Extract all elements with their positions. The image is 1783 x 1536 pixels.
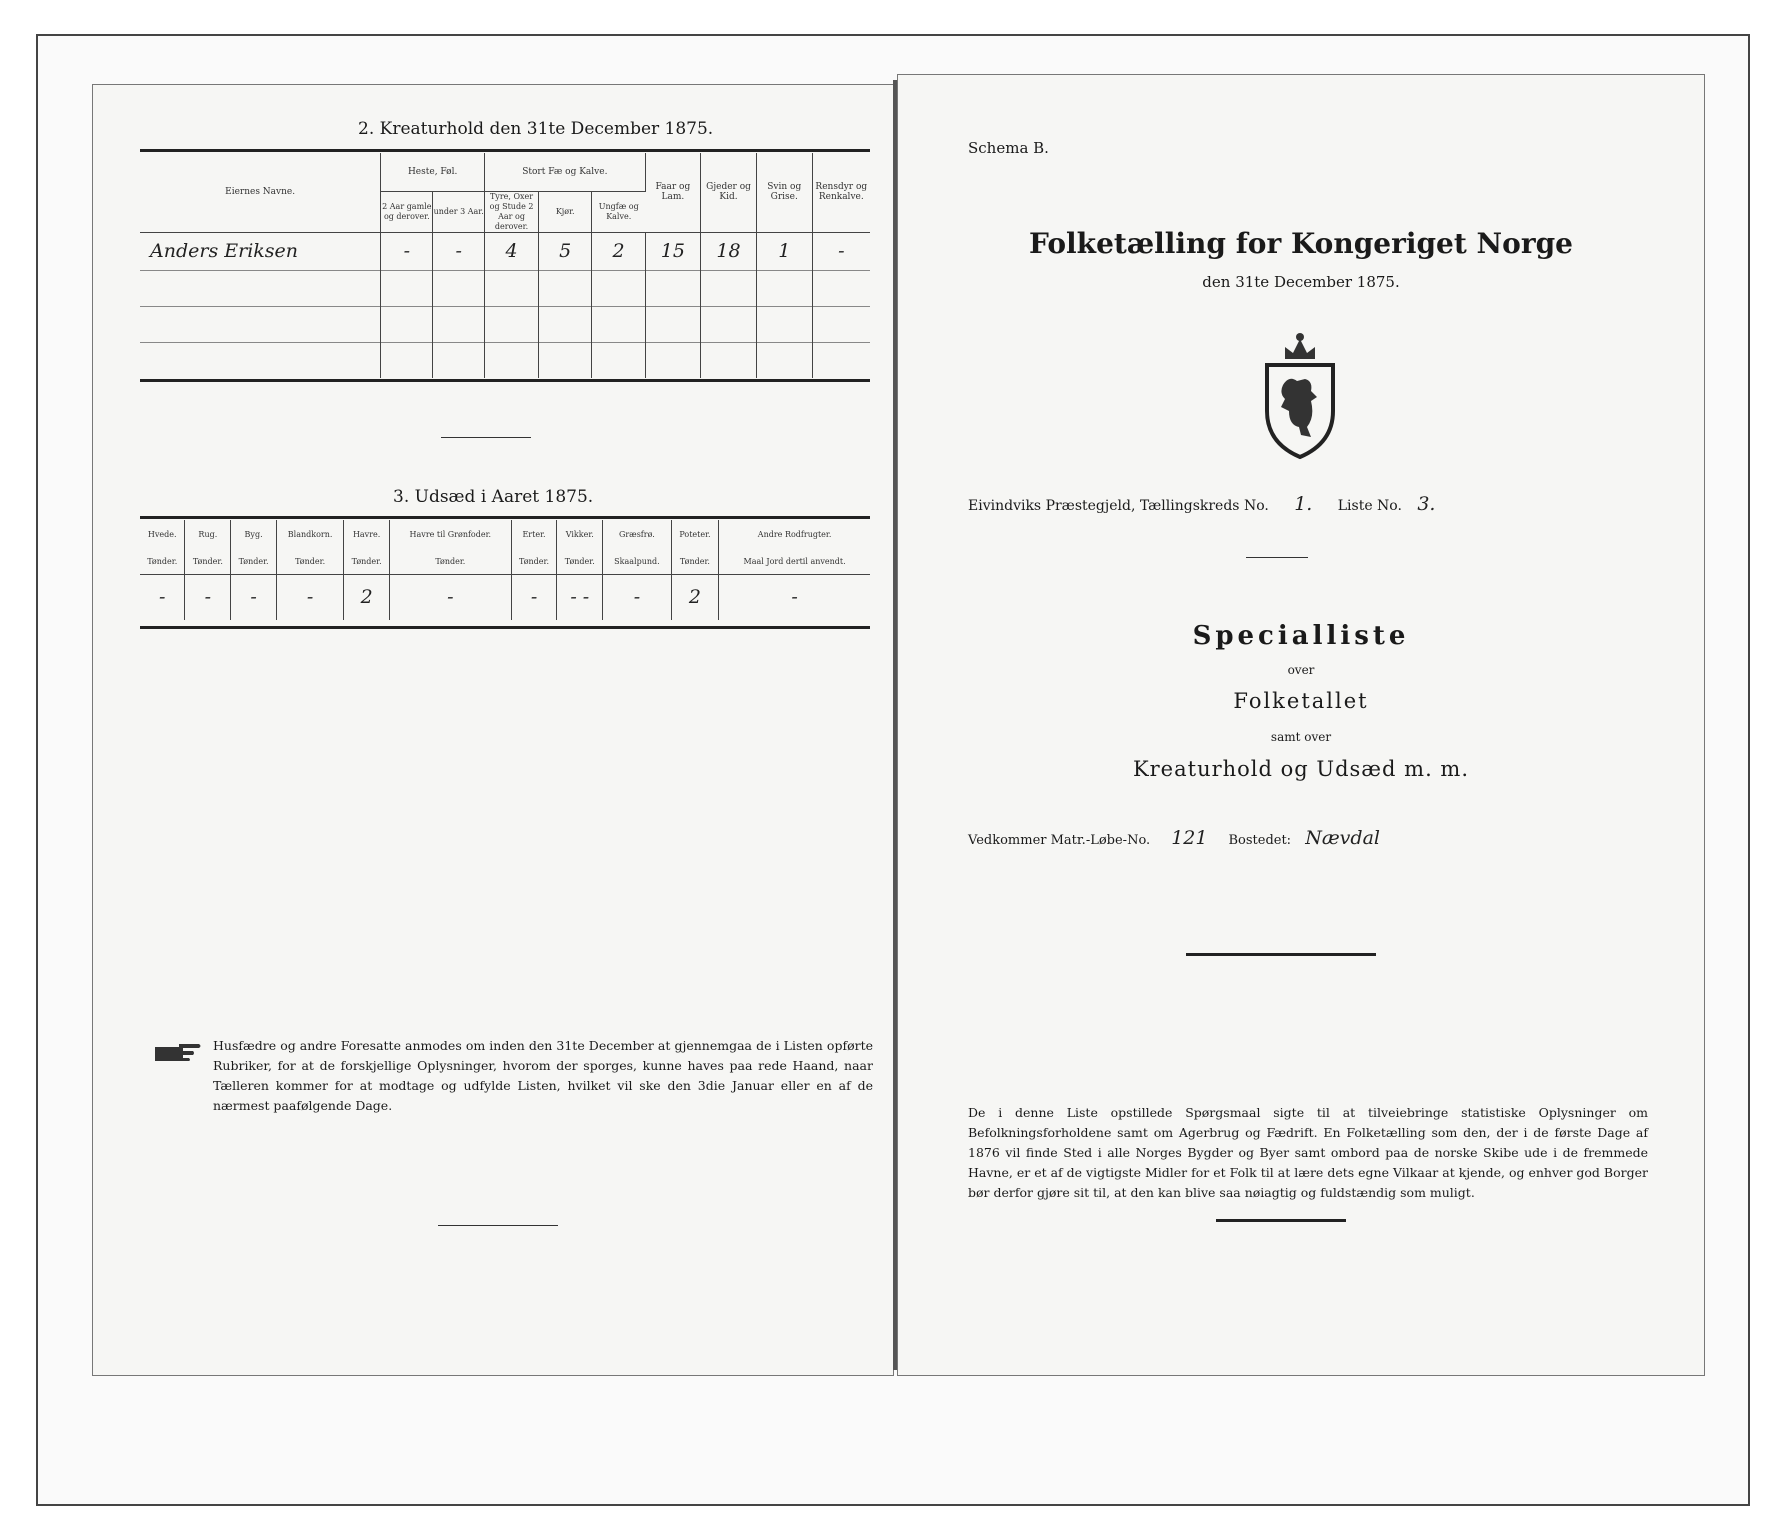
pigs-header: Svin og Grise. (756, 153, 812, 232)
livestock-value: - (381, 232, 433, 270)
bosted-label: Bostedet: (1228, 833, 1292, 848)
cattle-sub-3: Ungfæ og Kalve. (598, 201, 639, 221)
seed-header: Rug. (185, 520, 231, 550)
divider (441, 437, 531, 438)
goats-header: Gjeder og Kid. (701, 153, 757, 232)
table-rule (140, 516, 870, 519)
seed-header: Havre. (344, 520, 390, 550)
seed-unit: Tønder. (390, 550, 512, 574)
livestock-value: 1 (756, 232, 812, 270)
list-label: Liste No. (1337, 498, 1402, 514)
seed-unit: Maal Jord dertil anvendt. (743, 556, 846, 566)
seed-value: - (603, 574, 672, 620)
horses-header: Heste, Føl. (381, 153, 485, 191)
seed-table (140, 520, 870, 620)
table-rule (140, 379, 870, 382)
horses-sub-1: 2 Aar gamle og derover. (381, 191, 433, 232)
kreaturhold-heading: Kreaturhold og Udsæd m. m. (1132, 757, 1470, 781)
district-number: 1. (1294, 493, 1313, 515)
matr-number: 121 (1171, 827, 1208, 849)
divider (438, 1225, 558, 1226)
specialliste-heading: Specialliste (1192, 621, 1410, 651)
owner-name: Anders Eriksen (140, 232, 381, 270)
seed-unit: Tønder. (671, 550, 719, 574)
livestock-value: 2 (592, 232, 645, 270)
parish-line (968, 493, 1446, 515)
seed-unit: Tønder. (140, 550, 185, 574)
seed-unit: Tønder. (231, 550, 277, 574)
table-rule (140, 149, 870, 152)
seed-header: Græsfrø. (603, 520, 672, 550)
seed-value: - (276, 574, 343, 620)
seed-value: - (140, 574, 185, 620)
seed-header: Andre Rodfrugter. (757, 530, 832, 539)
page-title: Folketælling for Kongeriget Norge (1029, 227, 1573, 260)
section3-title: 3. Udsæd i Aaret 1875. (393, 487, 594, 507)
horses-sub-2: under 3 Aar. (433, 191, 485, 232)
seed-header: Poteter. (671, 520, 719, 550)
parish-label: Eivindviks Præstegjeld, (968, 498, 1136, 514)
seed-header: Byg. (231, 520, 277, 550)
seed-header: Erter. (511, 520, 557, 550)
seed-unit: Skaalpund. (603, 550, 672, 574)
livestock-value: 15 (645, 232, 701, 270)
title-date: den 31te December 1875. (1202, 273, 1400, 291)
footer-text: De i denne Liste opstillede Spørgsmaal sigte til at tilveiebringe statistiske Oplysninger om Befolkningsforholdene samt om Agerbrug og Fædrift. En Folketælling som den, der i de første Dage af 1876 vil finde Sted i alle Norges Bygder og Byer samt ombord paa de norske Skibe ude i de fremmede Havne, er et af de vigtigste Midler for et Folk til at lære dets egne Vilkaar at kjende, og enhver god Borger bør derfor gjøre sit til, at den kan blive saa nøiagtig og fuldstændig som muligt. (968, 1105, 1648, 1200)
livestock-value: 5 (539, 232, 592, 270)
right-page (897, 74, 1705, 1376)
livestock-table (140, 153, 870, 378)
seed-value: - (791, 586, 798, 609)
divider (1216, 1219, 1346, 1222)
cattle-sub-1: Tyre, Oxer og Stude 2 Aar og derover. (485, 191, 539, 232)
seed-header: Vikker. (557, 520, 603, 550)
seed-unit: Tønder. (511, 550, 557, 574)
livestock-value: 18 (701, 232, 757, 270)
schema-label: Schema B. (968, 139, 1049, 157)
folketallet-heading: Folketallet (1233, 689, 1369, 713)
livestock-value: - (838, 240, 845, 262)
matr-line (968, 827, 1455, 849)
notice-text: Husfædre og andre Foresatte anmodes om inden den 31te December at gjennemgaa de i Listen opførte Rubriker, for at de forskjellige Oplysninger, hvorom der sporges, kunne haves paa rede Haand, naar Tælleren kommer for at modtage og udfylde Listen, hvilket vil ske den 3die Januar eller en af de nærmest paafølgende Dage. (213, 1038, 873, 1113)
seed-unit: Tønder. (276, 550, 343, 574)
cattle-sub-2: Kjør. (539, 191, 592, 232)
left-page (92, 84, 894, 1376)
seed-value: - (185, 574, 231, 620)
divider (1246, 557, 1308, 558)
pointing-hand-icon (153, 1041, 203, 1063)
seed-header: Havre til Grønfoder. (390, 520, 512, 550)
section2-title: 2. Kreaturhold den 31te December 1875. (358, 119, 714, 139)
seed-value: - (231, 574, 277, 620)
seed-value: - - (557, 574, 603, 620)
over-text: over (1287, 663, 1315, 677)
seed-value: - (511, 574, 557, 620)
matr-label: Vedkommer Matr.-Løbe-No. (968, 833, 1151, 848)
district-label: Tællingskreds No. (1139, 498, 1269, 514)
list-number: 3. (1417, 493, 1436, 515)
seed-header: Hvede. (140, 520, 185, 550)
sheep-header: Faar og Lam. (645, 153, 701, 232)
livestock-value: 4 (485, 232, 539, 270)
owner-header: Eiernes Navne. (140, 153, 381, 232)
table-rule (140, 626, 870, 629)
livestock-value: - (433, 232, 485, 270)
bosted-value: Nævdal (1305, 827, 1380, 849)
seed-value: 2 (671, 574, 719, 620)
seed-header: Blandkorn. (276, 520, 343, 550)
reindeer-header: Rensdyr og Renkalve. (815, 182, 868, 203)
coat-of-arms-icon (1255, 331, 1345, 461)
samt-over-text: samt over (1270, 730, 1332, 744)
seed-value: 2 (344, 574, 390, 620)
seed-unit: Tønder. (557, 550, 603, 574)
seed-value: - (390, 574, 512, 620)
seed-unit: Tønder. (185, 550, 231, 574)
seed-unit: Tønder. (344, 550, 390, 574)
divider (1186, 953, 1376, 956)
cattle-header: Stort Fæ og Kalve. (485, 153, 646, 191)
